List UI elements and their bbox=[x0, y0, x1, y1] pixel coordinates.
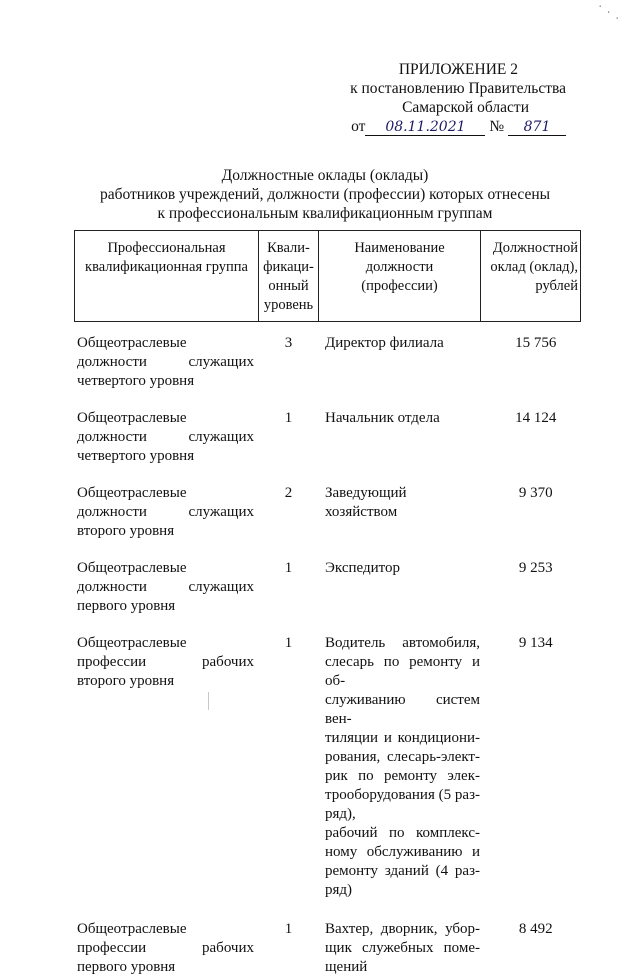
handwritten-number: 871 bbox=[508, 119, 566, 136]
position-line: трооборудования (5 раз- bbox=[325, 786, 480, 805]
cell-group: Общеотраслевые должности служащих четвертого уровня bbox=[75, 334, 259, 391]
header-position-line: Наименование bbox=[323, 239, 476, 258]
table-row bbox=[75, 920, 581, 977]
position-line: щик служебных поме- bbox=[325, 939, 480, 958]
row-spacer bbox=[75, 391, 581, 409]
position-line: ряд), bbox=[325, 805, 480, 824]
cell-salary: 15 756 bbox=[481, 334, 581, 391]
table-row bbox=[75, 484, 581, 541]
header-salary-line: оклад (оклад), bbox=[485, 258, 578, 277]
date-prefix: от bbox=[351, 118, 365, 135]
position-line: Директор филиала bbox=[325, 334, 480, 353]
cell-level: 2 bbox=[259, 484, 319, 541]
position-line: тиляции и кондициони- bbox=[325, 729, 480, 748]
region-name: Самарской области bbox=[306, 98, 566, 117]
table-body bbox=[75, 322, 581, 977]
cell-group: Общеотраслевые профессии рабочих второго уровня bbox=[75, 634, 259, 900]
header-position-line: (профессии) bbox=[323, 277, 476, 296]
cell-salary: 14 124 bbox=[481, 409, 581, 466]
position-line: рик по ремонту элек- bbox=[325, 767, 480, 786]
position-line: ремонту зданий (4 раз- bbox=[325, 862, 480, 881]
position-line: служиванию систем вен- bbox=[325, 691, 480, 729]
position-line: ному обслуживанию и bbox=[325, 843, 480, 862]
cell-group: Общеотраслевые профессии рабочих первого уровня bbox=[75, 920, 259, 977]
header-level-line: фикаци- bbox=[263, 258, 314, 277]
cell-level: 3 bbox=[259, 334, 319, 391]
cell-position bbox=[319, 484, 481, 541]
header-position-line: должности bbox=[323, 258, 476, 277]
header-salary bbox=[481, 231, 581, 322]
cell-level: 1 bbox=[259, 920, 319, 977]
cell-position bbox=[319, 920, 481, 977]
header-salary-line: Должностной bbox=[485, 239, 578, 258]
appendix-header bbox=[306, 60, 566, 136]
header-level-line: Квали- bbox=[263, 239, 314, 258]
cell-salary: 9 134 bbox=[481, 634, 581, 900]
number-prefix: № bbox=[489, 118, 504, 135]
position-line: Экспедитор bbox=[325, 559, 480, 578]
row-spacer bbox=[75, 322, 581, 335]
cell-group: Общеотраслевые должности служащих второго уровня bbox=[75, 484, 259, 541]
title-line-1: Должностные оклады (оклады) bbox=[60, 166, 590, 185]
cell-level: 1 bbox=[259, 559, 319, 616]
cell-group: Общеотраслевые должности служащих первого уровня bbox=[75, 559, 259, 616]
position-line: рования, слесарь-элект- bbox=[325, 748, 480, 767]
table-row bbox=[75, 409, 581, 466]
row-spacer bbox=[75, 900, 581, 920]
cell-position bbox=[319, 634, 481, 900]
row-spacer bbox=[75, 541, 581, 559]
table-row bbox=[75, 634, 581, 900]
position-line: Начальник отдела bbox=[325, 409, 480, 428]
appendix-title: ПРИЛОЖЕНИЕ 2 bbox=[306, 60, 566, 79]
cell-level: 1 bbox=[259, 409, 319, 466]
position-line: Заведующий хозяйством bbox=[325, 484, 480, 522]
cell-position bbox=[319, 334, 481, 391]
cell-position bbox=[319, 559, 481, 616]
position-line: ряд) bbox=[325, 881, 480, 900]
position-line: Вахтер, дворник, убор- bbox=[325, 920, 480, 939]
position-line: слесарь по ремонту и об- bbox=[325, 653, 480, 691]
title-line-2: работников учреждений, должности (профессии) которых отнесены bbox=[60, 185, 590, 204]
date-number-line bbox=[306, 117, 566, 136]
scan-corner-marks: · · · bbox=[595, 2, 623, 26]
handwritten-date: 08.11.2021 bbox=[365, 119, 485, 136]
header-group: Профессиональная квалификационная группа bbox=[75, 231, 259, 322]
cell-salary: 9 253 bbox=[481, 559, 581, 616]
table-row bbox=[75, 559, 581, 616]
cell-salary: 9 370 bbox=[481, 484, 581, 541]
position-line: щений bbox=[325, 958, 480, 977]
title-line-3: к профессиональным квалификационным группам bbox=[60, 204, 590, 223]
table-header-row bbox=[75, 231, 581, 322]
cell-salary: 8 492 bbox=[481, 920, 581, 977]
document-title bbox=[60, 166, 590, 223]
position-line: Водитель автомобиля, bbox=[325, 634, 480, 653]
table-row bbox=[75, 334, 581, 391]
row-spacer bbox=[75, 466, 581, 484]
position-line: рабочий по комплекс- bbox=[325, 824, 480, 843]
header-level-line: онный bbox=[263, 277, 314, 296]
appendix-to: к постановлению Правительства bbox=[306, 79, 566, 98]
header-level-line: уровень bbox=[263, 296, 314, 315]
header-position bbox=[319, 231, 481, 322]
scan-artifact bbox=[208, 692, 209, 710]
salary-table bbox=[74, 230, 581, 977]
header-salary-line: рублей bbox=[485, 277, 578, 296]
row-spacer bbox=[75, 616, 581, 634]
header-level bbox=[259, 231, 319, 322]
cell-position bbox=[319, 409, 481, 466]
cell-level: 1 bbox=[259, 634, 319, 900]
cell-group: Общеотраслевые должности служащих четвертого уровня bbox=[75, 409, 259, 466]
